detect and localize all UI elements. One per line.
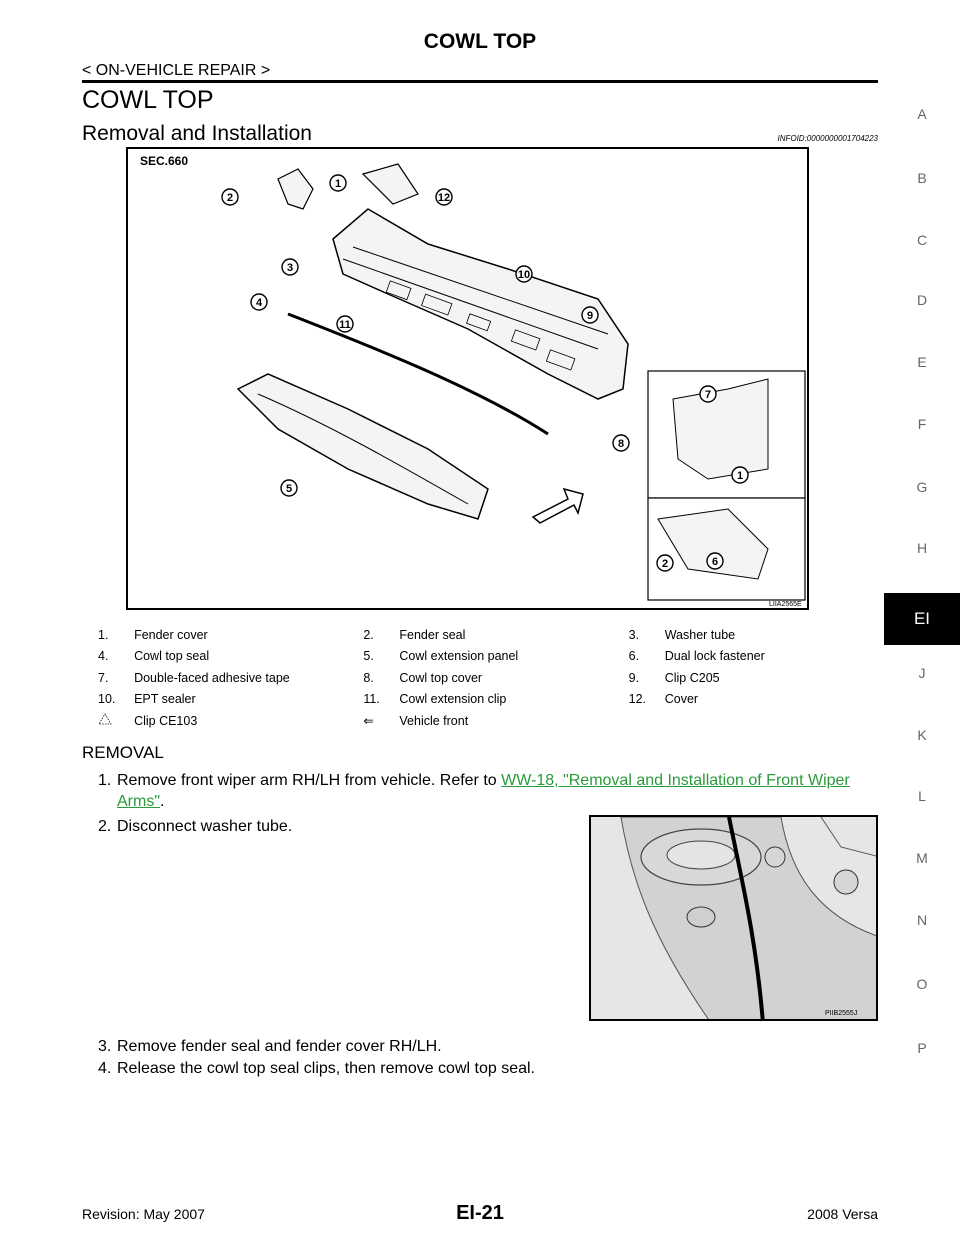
tab-a[interactable]: A <box>917 106 927 122</box>
callout-4 <box>251 294 267 310</box>
svg-text:8: 8 <box>617 438 625 450</box>
legend-number: 8. <box>363 670 374 685</box>
svg-text:5: 5 <box>285 483 293 495</box>
tab-k[interactable]: K <box>917 727 927 743</box>
step-text: Remove front wiper arm RH/LH from vehicle. Refer to <box>117 772 502 789</box>
step-text: Release the cowl top seal clips, then remove cowl top seal. <box>117 1060 535 1077</box>
step-number: 3. <box>98 1038 112 1055</box>
svg-text:2: 2 <box>661 558 669 570</box>
cowl-top-exploded-diagram <box>126 147 809 610</box>
legend-text: Washer tube <box>664 627 736 642</box>
callout-5 <box>281 480 297 496</box>
footer-revision: Revision: May 2007 <box>82 1206 205 1222</box>
removal-step-4 <box>98 1058 535 1079</box>
tab-h[interactable]: H <box>916 540 928 556</box>
legend-number: 2. <box>363 627 374 642</box>
removal-step-1: 1. Remove front wiper arm RH/LH from vehicle. Refer to WW-18, "Removal and Installation of Front Wiper Arms". <box>98 772 850 810</box>
section-index-tabs <box>884 0 960 1242</box>
tab-m[interactable]: M <box>916 850 928 866</box>
legend-text <box>665 710 880 732</box>
legend-number: 5. <box>363 649 374 664</box>
legend-row <box>84 646 880 668</box>
legend-number: 10. <box>98 692 116 707</box>
tab-o[interactable]: O <box>916 976 928 992</box>
legend-text: Vehicle front <box>399 713 469 728</box>
callout-8 <box>613 435 629 451</box>
legend-text: Dual lock fastener <box>664 649 765 664</box>
tab-g[interactable]: G <box>916 479 928 495</box>
tab-e[interactable]: E <box>917 354 927 370</box>
callout-1b <box>732 467 748 483</box>
tab-d[interactable]: D <box>916 292 928 308</box>
legend-number: 1. <box>98 627 109 642</box>
legend-text: Clip CE103 <box>134 713 198 728</box>
vehicle-front-arrow <box>533 489 583 523</box>
parts-legend-table <box>84 624 880 732</box>
tab-j[interactable]: J <box>918 665 926 681</box>
footer-model: 2008 Versa <box>807 1206 878 1222</box>
callout-6 <box>707 553 723 569</box>
step-number: 4. <box>98 1060 112 1077</box>
callout-7 <box>700 386 716 402</box>
legend-text: Double-faced adhesive tape <box>134 670 290 685</box>
legend-row <box>84 710 880 732</box>
svg-text:11: 11 <box>339 319 351 331</box>
callout-10 <box>516 266 532 282</box>
callout-2 <box>222 189 238 205</box>
legend-text: Cover <box>664 692 699 707</box>
washer-tube-illustration <box>589 815 878 1021</box>
cowl-top-cover-shape <box>333 209 628 399</box>
tab-p[interactable]: P <box>917 1040 927 1056</box>
tab-ei[interactable]: EI <box>884 593 960 645</box>
tab-c[interactable]: C <box>916 232 928 248</box>
washer-tube-svg <box>591 817 878 1021</box>
svg-text:2: 2 <box>226 192 234 204</box>
legend-text: EPT sealer <box>134 692 196 707</box>
legend-row <box>84 689 880 711</box>
svg-text:9: 9 <box>586 310 594 322</box>
svg-text:6: 6 <box>711 556 719 568</box>
clip-triangle-icon <box>98 713 112 725</box>
legend-number: 4. <box>98 649 109 664</box>
legend-number: 3. <box>628 627 640 642</box>
legend-number: ⇐ <box>363 714 374 729</box>
header-rule <box>82 80 878 83</box>
legend-text: Fender seal <box>399 627 466 642</box>
legend-number: 12. <box>628 692 647 707</box>
step-number: 2. <box>98 818 112 835</box>
legend-text: Cowl extension panel <box>399 649 519 664</box>
legend-row <box>84 667 880 689</box>
ww-18-reference-link[interactable]: WW-18, "Removal and Installation of Front Wiper Arms" <box>117 772 850 810</box>
legend-number: 6. <box>628 649 640 664</box>
legend-text: Fender cover <box>134 627 208 642</box>
svg-text:4: 4 <box>255 297 263 309</box>
removal-heading: REMOVAL <box>82 743 164 762</box>
tab-b[interactable]: B <box>917 170 927 186</box>
legend-text: Cowl extension clip <box>399 692 507 707</box>
subsection-title: Removal and Installation <box>82 122 312 145</box>
fender-seal-shape <box>278 169 313 209</box>
svg-text:3: 3 <box>286 262 294 274</box>
page-header-title: COWL TOP <box>423 30 537 53</box>
sec-label: SEC.660 <box>140 154 189 168</box>
tab-n[interactable]: N <box>916 912 928 928</box>
legend-text: Cowl top seal <box>134 649 210 664</box>
svg-text:12: 12 <box>437 192 451 204</box>
legend-number <box>615 710 665 732</box>
step-text: Disconnect washer tube. <box>117 818 293 835</box>
cover-shape <box>363 164 418 204</box>
figure1-code: LIIA2565E <box>769 601 802 608</box>
tab-l[interactable]: L <box>918 788 926 804</box>
step-number: 1. <box>98 772 112 789</box>
legend-row <box>84 624 880 646</box>
step-text: Remove fender seal and fender cover RH/LH. <box>117 1038 442 1055</box>
svg-text:1: 1 <box>736 470 744 482</box>
legend-number: 9. <box>628 670 640 685</box>
legend-number: 11. <box>363 692 380 707</box>
tab-f[interactable]: F <box>917 416 927 432</box>
callout-3 <box>282 259 298 275</box>
page-header-subtitle: < ON-VEHICLE REPAIR > <box>82 62 271 79</box>
legend-text: Cowl top cover <box>399 670 483 685</box>
legend-number <box>84 710 134 732</box>
cowl-top-diagram-svg <box>128 149 811 612</box>
removal-step-2 <box>98 816 292 837</box>
callout-12 <box>436 189 452 205</box>
callout-2b <box>657 555 673 571</box>
svg-text:1: 1 <box>334 178 342 190</box>
removal-step-3 <box>98 1036 442 1057</box>
cowl-extension-panel-shape <box>238 374 488 519</box>
svg-text:10: 10 <box>517 269 531 281</box>
figure2-code: PIIB2555J <box>825 1010 858 1017</box>
section-title: COWL TOP <box>82 86 214 114</box>
callout-1 <box>330 175 346 191</box>
callout-9 <box>582 307 598 323</box>
footer-page-number: EI-21 <box>456 1202 504 1224</box>
info-id: INFOID:0000000001704223 <box>777 134 878 143</box>
svg-text:7: 7 <box>704 389 712 401</box>
legend-number: 7. <box>98 670 109 685</box>
callout-11 <box>337 316 353 332</box>
legend-text: Clip C205 <box>664 670 720 685</box>
